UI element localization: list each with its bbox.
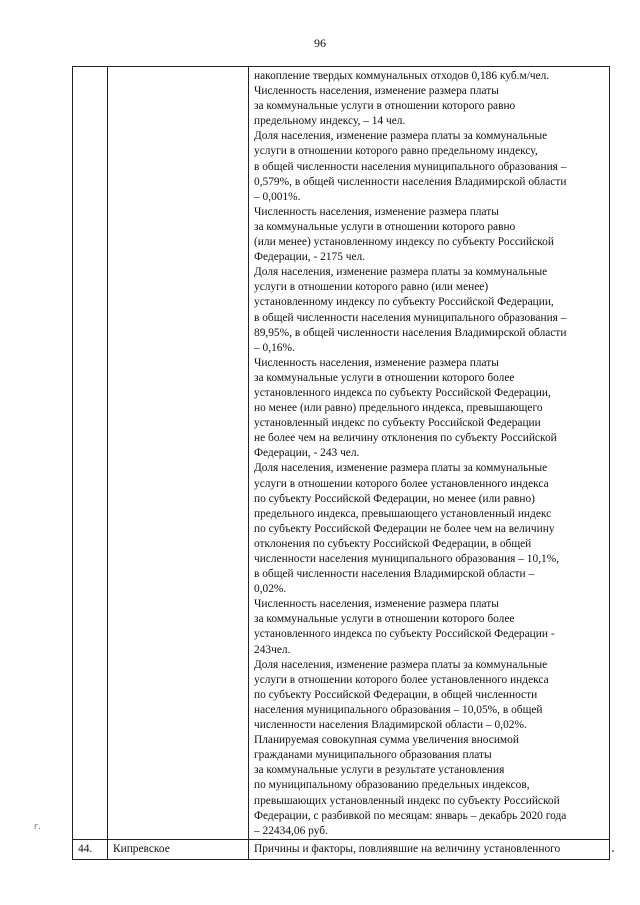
municipality-name-cell [108, 839, 249, 859]
margin-mark: г. [34, 822, 41, 831]
text-line: за коммунальные услуги в отношении которого равно [254, 100, 516, 113]
text-line: превышающих установленный индекс по субъекту Российской [254, 794, 560, 807]
municipality-name-cell [108, 67, 249, 840]
row-number-cell [73, 67, 108, 840]
text-line: услуги в отношении которого более установленного индекса [254, 477, 549, 490]
text-line: услуги в отношении которого равно предельному индексу, [254, 145, 538, 158]
text-line: Численность населения, изменение размера платы [254, 598, 499, 611]
text-line: накопление твердых коммунальных отходов 0,186 куб.м/чел. [254, 70, 550, 82]
text-line: предельному индексу, – 14 чел. [254, 115, 406, 128]
text-line: за коммунальные услуги в отношении которого более [254, 371, 515, 384]
text-line: 243чел. [254, 643, 291, 656]
description-cell [249, 67, 610, 840]
municipality-name: Кипревское [113, 842, 170, 855]
text-line: Планируемая совокупная сумма увеличения вносимой [254, 734, 519, 747]
text-line: (или менее) установленному индексу по субъекту Российской [254, 236, 554, 249]
text-line: Численность населения, изменение размера платы [254, 85, 499, 98]
text-line: установленному индексу по субъекту Российской Федерации, [254, 296, 554, 309]
text-line: Причины и факторы, повлиявшие на величину установленного [254, 842, 561, 855]
text-line: Федерации, - 243 чел. [254, 447, 360, 460]
page-number: 96 [314, 36, 326, 50]
text-line: Численность населения, изменение размера платы [254, 205, 499, 218]
text-line: услуги в отношении которого более установленного индекса [254, 673, 549, 686]
text-line: по субъекту Российской Федерации, в общей численности [254, 688, 538, 701]
text-line: за коммунальные услуги в результате установления [254, 764, 505, 777]
description-text [249, 67, 609, 839]
text-line: 0,02%. [254, 583, 287, 596]
text-line: – 0,001%. [254, 190, 301, 203]
text-line: Доля населения, изменение размера платы за коммунальные [254, 462, 548, 475]
text-line: – 22434,06 руб. [254, 824, 328, 837]
text-line: по субъекту Российской Федерации не более чем на величину [254, 522, 555, 535]
document-table [72, 66, 610, 860]
text-line: в общей численности населения муниципального образования – [254, 311, 567, 324]
text-line: в общей численности населения Владимирской области – [254, 568, 535, 581]
text-line: установленного индекса по субъекту Российской Федерации, [254, 386, 551, 399]
text-line: но менее (или равно) предельного индекса, превышающего [254, 402, 543, 415]
table-row [73, 67, 610, 840]
text-line: не более чем на величину отклонения по субъекту Российской [254, 432, 557, 445]
scan-dot [612, 850, 614, 852]
text-line: Численность населения, изменение размера платы [254, 356, 499, 369]
description-cell [249, 839, 610, 859]
text-line: численности населения Владимирской области – 0,02%. [254, 719, 527, 732]
text-line: гражданами муниципального образования платы [254, 749, 492, 762]
description-text [249, 840, 609, 857]
text-line: установленный индекс по субъекту Российской Федерации [254, 417, 541, 430]
municipality-name [108, 67, 248, 69]
text-line: предельного индекса, превышающего установленный индекс [254, 507, 552, 520]
text-line: Доля населения, изменение размера платы за коммунальные [254, 130, 548, 143]
row-number-cell [73, 839, 108, 859]
text-line: численности населения муниципального образования – 10,1%, [254, 553, 560, 565]
text-line: Федерации, с разбивкой по месяцам: январь – декабрь 2020 года [254, 809, 567, 822]
text-line: услуги в отношении которого равно (или менее) [254, 281, 489, 294]
text-line: 0,579%, в общей численности населения Владимирской области [254, 175, 567, 188]
text-line: Доля населения, изменение размера платы за коммунальные [254, 266, 548, 279]
row-number [73, 67, 107, 69]
text-line: – 0,16%. [254, 341, 295, 354]
text-line: за коммунальные услуги в отношении которого более [254, 613, 515, 626]
text-line: населения муниципального образования – 10,05%, в общей [254, 703, 543, 716]
text-line: 89,95%, в общей численности населения Владимирской области [254, 326, 567, 339]
row-number: 44. [78, 842, 93, 855]
text-line: в общей численности населения муниципального образования – [254, 160, 567, 173]
text-line: за коммунальные услуги в отношении которого равно [254, 220, 516, 233]
table-row [73, 839, 610, 859]
text-line: установленного индекса по субъекту Российской Федерации - [254, 628, 555, 641]
text-line: Федерации, - 2175 чел. [254, 251, 366, 264]
text-line: по субъекту Российской Федерации, но менее (или равно) [254, 492, 535, 505]
text-line: по муниципальному образованию предельных индексов, [254, 779, 530, 792]
text-line: Доля населения, изменение размера платы за коммунальные [254, 658, 548, 671]
text-line: отклонения по субъекту Российской Федерации, в общей [254, 537, 532, 550]
